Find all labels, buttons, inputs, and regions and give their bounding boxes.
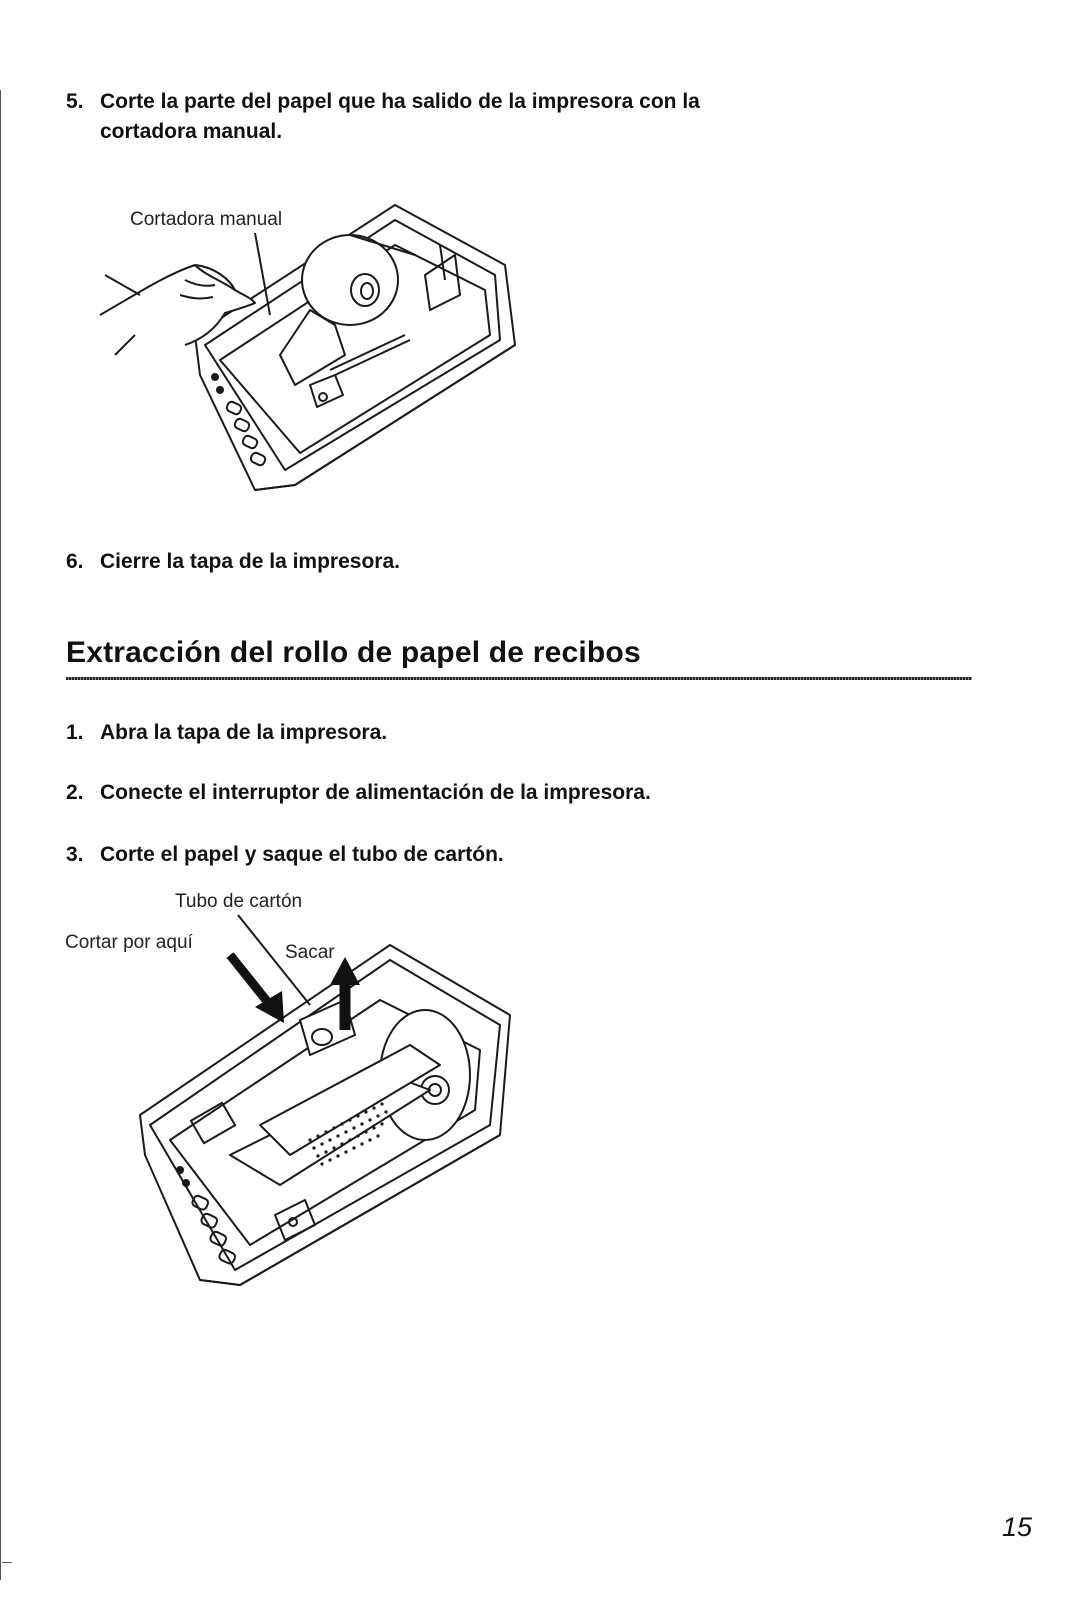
cutter-label: Cortadora manual	[130, 209, 283, 230]
step-3	[66, 840, 966, 870]
cut-here-label: Cortar por aquí	[65, 932, 193, 953]
step-6	[66, 547, 966, 577]
step-text-line-1: Corte la parte del papel que ha salido de la impresora con la	[100, 90, 700, 113]
step-text: Abra la tapa de la impresora.	[100, 721, 388, 744]
step-number: 1.	[66, 721, 84, 744]
step-text-line-2: cortadora manual.	[100, 120, 283, 143]
page-binding-edge	[0, 90, 4, 1580]
step-5	[66, 87, 966, 149]
page-binding-corner	[2, 1562, 12, 1563]
step-text: Conecte el interruptor de alimentación de la impresora.	[100, 781, 651, 804]
step-text: Cierre la tapa de la impresora.	[100, 550, 400, 573]
step-number: 3.	[66, 843, 84, 866]
step-text: Corte el papel y saque el tubo de cartón.	[100, 843, 504, 866]
section-title: Extracción del rollo de papel de recibos	[66, 636, 641, 669]
page-number: 15	[1002, 1512, 1033, 1542]
step-number: 5.	[66, 90, 84, 113]
tube-label: Tubo de cartón	[175, 891, 303, 912]
step-2	[66, 778, 966, 808]
remove-label: Sacar	[285, 942, 335, 963]
printer-cutter-illustration	[95, 185, 535, 505]
step-number: 2.	[66, 781, 84, 804]
section-underline	[66, 677, 972, 680]
step-number: 6.	[66, 550, 84, 573]
printer-tube-removal-illustration	[60, 885, 530, 1295]
step-1	[66, 718, 966, 748]
